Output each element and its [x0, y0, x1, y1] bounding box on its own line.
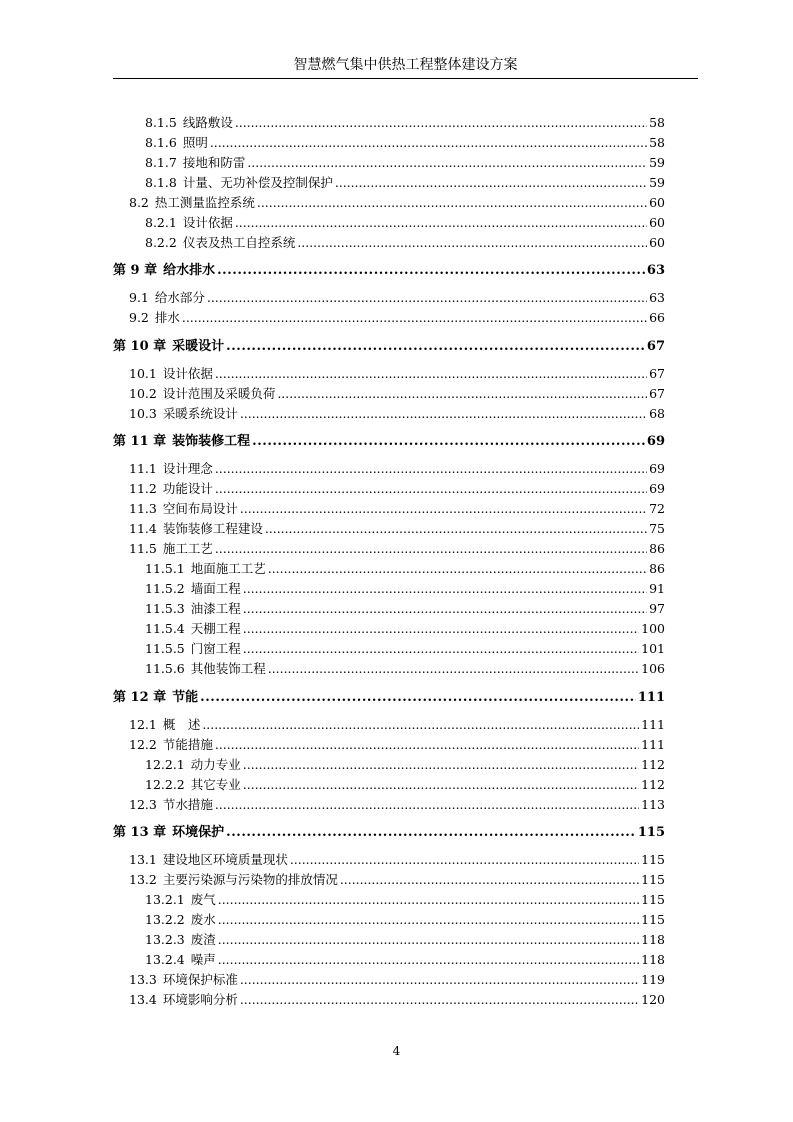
toc-entry[interactable]: [113, 970, 665, 990]
toc-entry-title: 废渣: [190, 932, 216, 947]
toc-entry-number: 11.3: [129, 501, 157, 516]
toc-entry-title: 排水: [154, 310, 180, 325]
toc-entry-title: 装饰装修工程建设: [162, 521, 263, 536]
toc-entry-number: 11.2: [129, 481, 157, 496]
toc-entry-title: 节能: [172, 690, 199, 705]
toc-entry-page: 75: [649, 521, 665, 536]
toc-entry[interactable]: [113, 755, 665, 775]
toc-dot-leader: [218, 930, 639, 950]
toc-dot-leader: [240, 990, 639, 1010]
toc-entry-page: 115: [641, 912, 665, 927]
toc-entry-number: 10.2: [129, 386, 157, 401]
header-rule: [113, 78, 698, 79]
toc-entry[interactable]: [113, 384, 665, 404]
toc-dot-leader: [226, 823, 636, 843]
toc-entry-number: 11.5: [129, 541, 157, 556]
toc-entry-number: 第 13 章: [113, 825, 167, 840]
toc-entry-title: 接地和防雷: [182, 155, 246, 170]
toc-entry-page: 72: [649, 501, 665, 516]
toc-dot-leader: [290, 850, 639, 870]
toc-entry[interactable]: [113, 870, 665, 890]
toc-entry-title: 其它专业: [190, 777, 241, 792]
toc-entry-page: 118: [641, 932, 665, 947]
toc-entry-title: 噪声: [190, 952, 216, 967]
toc-dot-leader: [215, 364, 647, 384]
toc-dot-leader: [215, 795, 639, 815]
toc-dot-leader: [243, 619, 639, 639]
toc-dot-leader: [217, 261, 645, 281]
toc-entry-number: 11.5.2: [145, 581, 185, 596]
toc-entry[interactable]: [113, 659, 665, 679]
toc-entry[interactable]: [113, 193, 665, 213]
toc-entry-title: 门窗工程: [190, 641, 241, 656]
toc-dot-leader: [240, 404, 647, 424]
toc-entry-page: 67: [649, 386, 665, 401]
toc-entry-title: 采暖系统设计: [162, 406, 238, 421]
toc-entry-page: 91: [649, 581, 665, 596]
toc-entry-page: 112: [641, 757, 665, 772]
toc-entry-page: 63: [646, 263, 665, 278]
toc-entry[interactable]: [113, 795, 665, 815]
toc-entry-title: 废气: [190, 892, 216, 907]
toc-entry-number: 8.2: [129, 195, 149, 210]
toc-dot-leader: [215, 479, 647, 499]
toc-entry[interactable]: [113, 499, 665, 519]
toc-entry-page: 119: [641, 972, 665, 987]
toc-entry-number: 12.3: [129, 797, 157, 812]
toc-entry[interactable]: [113, 930, 665, 950]
toc-entry[interactable]: [113, 688, 665, 708]
toc-entry[interactable]: [113, 133, 665, 153]
toc-entry-number: 13.2.2: [145, 912, 185, 927]
toc-entry-title: 动力专业: [190, 757, 241, 772]
toc-dot-leader: [218, 910, 639, 930]
toc-entry-page: 67: [649, 366, 665, 381]
toc-entry[interactable]: [113, 639, 665, 659]
toc-entry-title: 节能措施: [162, 737, 213, 752]
toc-entry-page: 69: [649, 461, 665, 476]
toc-entry-page: 106: [641, 661, 665, 676]
toc-entry-page: 69: [646, 434, 665, 449]
toc-entry-page: 66: [649, 310, 665, 325]
toc-entry[interactable]: [113, 459, 665, 479]
toc-entry[interactable]: [113, 153, 665, 173]
toc-entry-title: 热工测量监控系统: [154, 195, 255, 210]
toc-dot-leader: [268, 659, 639, 679]
toc-entry[interactable]: [113, 850, 665, 870]
toc-dot-leader: [202, 715, 639, 735]
toc-dot-leader: [226, 337, 645, 357]
toc-entry-title: 设计依据: [162, 366, 213, 381]
toc-entry-number: 8.1.5: [145, 115, 177, 130]
toc-dot-leader: [243, 579, 647, 599]
toc-entry-number: 第 9 章: [113, 263, 158, 278]
toc-dot-leader: [182, 308, 647, 328]
toc-entry-title: 废水: [190, 912, 216, 927]
toc-entry-page: 86: [649, 561, 665, 576]
toc-entry-number: 8.1.8: [145, 175, 177, 190]
toc-dot-leader: [218, 890, 639, 910]
toc-entry[interactable]: [113, 432, 665, 452]
toc-entry-title: 环境影响分析: [162, 992, 238, 1007]
toc-entry-number: 9.2: [129, 310, 149, 325]
toc-entry-title: 照明: [182, 135, 208, 150]
toc-entry-title: 给水排水: [163, 263, 216, 278]
toc-entry-number: 第 12 章: [113, 690, 167, 705]
toc-entry-number: 11.5.5: [145, 641, 185, 656]
toc-entry-number: 9.1: [129, 290, 149, 305]
toc-entry[interactable]: [113, 619, 665, 639]
toc-entry-number: 12.2: [129, 737, 157, 752]
toc-entry-title: 装饰装修工程: [172, 434, 251, 449]
toc-entry-title: 计量、无功补偿及控制保护: [182, 175, 333, 190]
toc-entry-number: 13.4: [129, 992, 157, 1007]
toc-entry-title: 主要污染源与污染物的排放情况: [162, 872, 338, 887]
toc-dot-leader: [252, 432, 645, 452]
toc-entry-page: 60: [649, 235, 665, 250]
toc-entry-number: 8.2.1: [145, 215, 177, 230]
toc-entry-page: 60: [649, 195, 665, 210]
toc-entry-page: 100: [641, 621, 665, 636]
toc-entry-page: 58: [649, 135, 665, 150]
toc-dot-leader: [277, 384, 647, 404]
toc-entry-page: 97: [649, 601, 665, 616]
toc-entry-title: 墙面工程: [190, 581, 241, 596]
toc-entry[interactable]: [113, 599, 665, 619]
toc-entry-page: 120: [641, 992, 665, 1007]
toc-entry-page: 112: [641, 777, 665, 792]
toc-entry-title: 节水措施: [162, 797, 213, 812]
toc-dot-leader: [243, 599, 647, 619]
toc-entry-number: 12.1: [129, 717, 157, 732]
toc-entry-page: 115: [641, 852, 665, 867]
toc-entry[interactable]: [113, 519, 665, 539]
toc-entry-number: 11.1: [129, 461, 157, 476]
toc-dot-leader: [200, 688, 636, 708]
toc-entry[interactable]: [113, 775, 665, 795]
toc-entry-title: 线路敷设: [182, 115, 233, 130]
toc-entry-title: 环境保护标准: [162, 972, 238, 987]
page-number: 4: [392, 1044, 401, 1058]
toc-entry-title: 其他装饰工程: [190, 661, 266, 676]
toc-entry-title: 功能设计: [162, 481, 213, 496]
toc-entry-number: 10.1: [129, 366, 157, 381]
toc-entry-number: 13.3: [129, 972, 157, 987]
toc-entry-page: 68: [649, 406, 665, 421]
toc-entry-number: 11.5.3: [145, 601, 185, 616]
toc-entry-title: 设计理念: [162, 461, 213, 476]
toc-entry-number: 11.5.6: [145, 661, 185, 676]
toc-dot-leader: [240, 499, 647, 519]
toc-entry[interactable]: [113, 950, 665, 970]
toc-entry-number: 13.2.1: [145, 892, 185, 907]
toc-entry-page: 113: [641, 797, 665, 812]
toc-entry-number: 12.2.2: [145, 777, 185, 792]
toc-dot-leader: [243, 775, 639, 795]
toc-dot-leader: [247, 153, 647, 173]
toc-dot-leader: [243, 755, 639, 775]
toc-entry-number: 8.1.7: [145, 155, 177, 170]
toc-entry-title: 空间布局设计: [162, 501, 238, 516]
toc-entry[interactable]: [113, 337, 665, 357]
toc-entry-title: 仪表及热工自控系统: [182, 235, 296, 250]
toc-entry-title: 施工工艺: [162, 541, 213, 556]
toc-entry-page: 63: [649, 290, 665, 305]
toc-entry[interactable]: [113, 910, 665, 930]
toc-entry-title: 环境保护: [172, 825, 225, 840]
toc-entry[interactable]: [113, 890, 665, 910]
toc-entry-number: 11.5.1: [145, 561, 185, 576]
toc-entry-number: 13.1: [129, 852, 157, 867]
toc-dot-leader: [207, 288, 647, 308]
toc-entry-page: 69: [649, 481, 665, 496]
toc-entry[interactable]: [113, 823, 665, 843]
toc-dot-leader: [243, 639, 639, 659]
toc-dot-leader: [265, 519, 647, 539]
toc-entry-page: 118: [641, 952, 665, 967]
toc-dot-leader: [215, 539, 647, 559]
toc-entry-title: 油漆工程: [190, 601, 241, 616]
toc-entry[interactable]: [113, 559, 665, 579]
toc-entry-number: 11.4: [129, 521, 157, 536]
toc-dot-leader: [297, 233, 647, 253]
toc-dot-leader: [215, 459, 647, 479]
toc-entry-title: 概 述: [162, 717, 201, 732]
toc-entry[interactable]: [113, 479, 665, 499]
toc-entry[interactable]: [113, 715, 665, 735]
toc-entry-number: 10.3: [129, 406, 157, 421]
toc-entry-number: 13.2.3: [145, 932, 185, 947]
toc-dot-leader: [235, 213, 647, 233]
toc-entry[interactable]: [113, 213, 665, 233]
toc-entry-title: 设计依据: [182, 215, 233, 230]
toc-dot-leader: [268, 559, 647, 579]
toc-entry-title: 给水部分: [154, 290, 205, 305]
toc-dot-leader: [210, 133, 647, 153]
toc-entry-page: 58: [649, 115, 665, 130]
toc-entry-page: 115: [641, 872, 665, 887]
toc-entry-page: 101: [641, 641, 665, 656]
toc-entry-page: 59: [649, 155, 665, 170]
page-header: 智慧燃气集中供热工程整体建设方案: [293, 57, 518, 73]
toc-entry[interactable]: [113, 113, 665, 133]
toc-entry-title: 设计范围及采暖负荷: [162, 386, 276, 401]
toc-entry[interactable]: [113, 233, 665, 253]
toc-entry-number: 12.2.1: [145, 757, 185, 772]
toc-entry-page: 86: [649, 541, 665, 556]
toc-entry[interactable]: [113, 990, 665, 1010]
toc-entry[interactable]: [113, 288, 665, 308]
toc-entry-title: 地面施工工艺: [190, 561, 266, 576]
toc-entry[interactable]: [113, 308, 665, 328]
toc-entry-page: 115: [641, 892, 665, 907]
toc-entry-title: 采暖设计: [172, 339, 225, 354]
toc-dot-leader: [257, 193, 647, 213]
toc-entry-page: 59: [649, 175, 665, 190]
toc-dot-leader: [235, 113, 647, 133]
toc-entry-number: 13.2.4: [145, 952, 185, 967]
toc-dot-leader: [215, 735, 639, 755]
toc-dot-leader: [340, 870, 639, 890]
toc-entry-title: 天棚工程: [190, 621, 241, 636]
toc-entry-page: 111: [637, 690, 665, 705]
toc-entry-page: 111: [641, 717, 665, 732]
toc-dot-leader: [240, 970, 639, 990]
toc-dot-leader: [218, 950, 639, 970]
toc-entry-page: 60: [649, 215, 665, 230]
toc-entry-number: 第 11 章: [113, 434, 167, 449]
toc-entry[interactable]: [113, 735, 665, 755]
toc-entry-number: 8.2.2: [145, 235, 177, 250]
toc-entry[interactable]: [113, 404, 665, 424]
toc-entry[interactable]: [113, 539, 665, 559]
toc-entry-number: 13.2: [129, 872, 157, 887]
toc-entry-page: 67: [646, 339, 665, 354]
toc-entry-number: 11.5.4: [145, 621, 185, 636]
toc-entry-number: 8.1.6: [145, 135, 177, 150]
toc-entry[interactable]: [113, 364, 665, 384]
toc-entry[interactable]: [113, 173, 665, 193]
toc-entry-page: 111: [641, 737, 665, 752]
toc-entry-page: 115: [637, 825, 665, 840]
toc-dot-leader: [335, 173, 647, 193]
toc-entry-number: 第 10 章: [113, 339, 167, 354]
toc-entry-title: 建设地区环境质量现状: [162, 852, 288, 867]
toc-entry[interactable]: [113, 579, 665, 599]
toc-entry[interactable]: [113, 261, 665, 281]
